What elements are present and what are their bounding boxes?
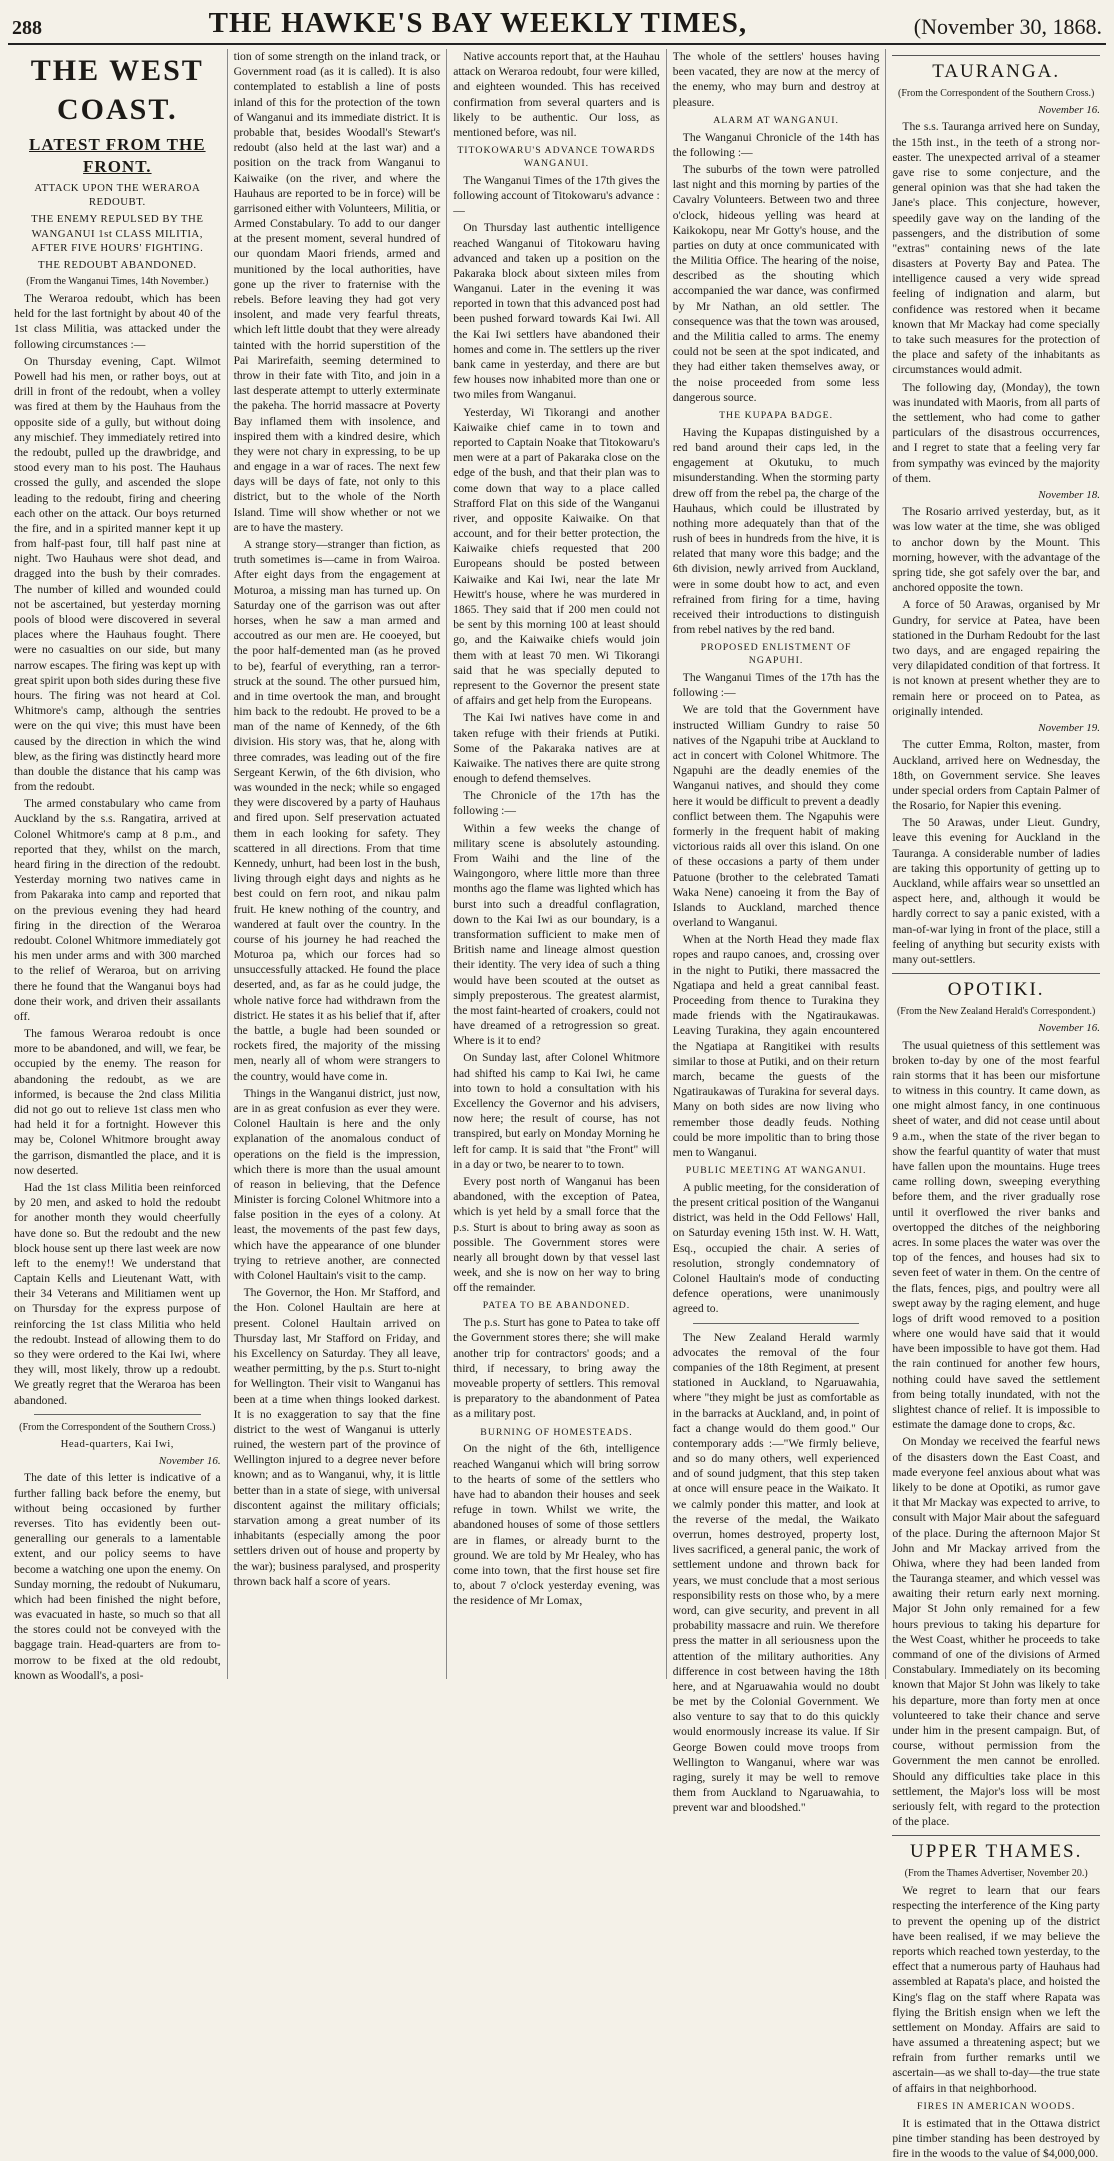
article-paragraph: The famous Weraroa redoubt is once more to be abandoned, and will, we fear, be occupied by the enemy. The reason for abandoning the redoubt, as we are informed, is because the 2nd class Militia did not go out to relieve 1st class men who had held it for a fortnight. However this may be, Colonel Whitmore brought away the garrison, dismantled the place, and it is now deserted. — [14, 1027, 221, 1177]
latest-front-subheading: LATEST FROM THE FRONT. — [29, 134, 206, 176]
source-credit: (From the Correspondent of the Southern Cross.) — [19, 1421, 216, 1433]
divider — [34, 1414, 201, 1415]
dateline-date: November 18. — [1038, 488, 1100, 501]
article-paragraph: The usual quietness of this settlement was broken to-day by one of the most fearful rain storms that it has been our misfortune to witness in this country. It came down, as one might almost fancy, in one continuous sheet of water, and did not cease until about 9 a.m., when the state of the river began to show the fearful quantity of water that must have fallen upon the mountains. Huge trees came rolling down, sweeping everything before them, and the river gradually rose until it overflowed the river banks and overtopped the ditches of the neighboring acres. In some places the water was over the top of the fences, and houses had six to seven feet of water in them. On the centre of the flats, fences, pigs, and poultry were all swept away by the raging element, and huge logs of drift wood removed to a position where one would have said that it would have been impossible to have got them. Had the rain continued for another few hours, nothing could have saved the settlement from being totally inundated, with not the slightest chance of relief. It is impossible to estimate the damage done to crops, &c. — [892, 1038, 1100, 1432]
dateline-place: Head-quarters, Kai Iwi, — [60, 1437, 175, 1450]
source-credit: (From the Correspondent of the Southern Cross.) — [897, 87, 1095, 99]
page-number: 288 — [12, 17, 42, 39]
article-paragraph: On the night of the 6th, intelligence reached Wanganui which will bring sorrow to the hearts of some of the settlers who have had to abandon their houses and seek refuge in town. Whilst we write, the abandoned houses of some of those settlers are in flames, or already burnt to the ground. We are told by Mr Healey, who has come into town, that the first house set fire to, about 7 o'clock yesterday evening, was the residence of Mr Lomax, — [453, 1442, 660, 1608]
article-paragraph: On Thursday last authentic intelligence reached Wanganui of Titokowaru having advanced and taken up a position on the Pakaraka block about sixteen miles from Wanganui. Later in the evening it was reported in town that this advanced post had been pushed forward towards Kai Iwi. All the Kai Iwi settlers have abandoned their homes and come in. The settlers up the river bank came in yesterday, and there are but few houses now inhabited more than one or two miles from Wanganui. — [453, 221, 660, 402]
source-credit: (From the Thames Advertiser, November 20.) — [904, 1868, 1088, 1880]
article-paragraph: On Monday we received the fearful news of the disasters down the East Coast, and made everyone feel anxious about what was likely to be done at Opotiki, as rumor gave it that Mr Mackay was expected to arrive, to consult with Major Mair about the safeguard of the place. During the afternoon Major St John and Mr Mackay arrived from the Ohiwa, where they had been landed from the Tauranga steamer, and which vessel was awaiting their return early next morning. Major St John only remained for a few hours previous to taking his departure for the West Coast, whither he proceeds to take command of one of the divisions of Armed Constabulary. Immediately on its becoming known that Major St John was likely to take his departure, more than forty men at once volunteered to take their chance and serve under him in the present campaign. But, of course, without permission from the Government the men cannot be enrolled. Should any difficulties take place in this settlement, the Major's loss will be most seriously felt, with regard to the protection of the place. — [892, 1435, 1100, 1829]
west-coast-heading: THE WEST COAST. — [30, 54, 204, 127]
article-paragraph: A public meeting, for the consideration of the present critical position of the Wanganui district, was held in the Odd Fellows' Hall, on Saturday evening 15th inst. W. H. Watt, Esq., occupied the chair. A series of resolution, strongly condemnatory of Colonel Haultain's mode of conducting defence operations, were unanimously agreed to. — [672, 1180, 880, 1316]
article-paragraph: On Thursday evening, Capt. Wilmot Powell had his men, or rather boys, out at drill in front of the redoubt, when a volley was fired at them by the Hauhaus from the opposite side of a gully, but without doing any mischief. They immediately retired into the redoubt, pulled up the drawbridge, and stood every man to his post. The Hauhaus crossed the gully, and ascended the slope leading to the redoubt, firing and cheering each other on the attack. Our boys returned the fire, and in a spirited manner kept it up from half-past four, till half past nine at night. Two Hauhaus were shot dead, and dragged into the bush by their comrades. The number of killed and wounded could not be ascertained, but yesterday morning pools of blood were discovered in several places where the Hauhaus fought. There were no casualties on our side, but many narrow escapes. The firing was kept up with great spirit upon both sides during these five hours. The firing was not heard at Col. Whitmore's camp, although the sentries were on the qui vive; this must have been caused by the direction in which the wind blew, as the firing was distinctly heard more than double the distance that his camp was from the redoubt. — [14, 354, 221, 794]
article-paragraph: Things in the Wanganui district, just now, are in as great confusion as ever they were. Colonel Haultain is here and the only explanation of the anomalous conduct of operations on the field is the impression, which there is more than the usual amount of reason in believing, that the Defence Minister is forcing Colonel Whitmore into a false position in the eyes of a colony. At least, the movements of the past few days, which have the appearance of one blunder trying to retrieve another, are connected with Colonel Haultain's visit to the camp. — [233, 1086, 441, 1282]
upper-thames-heading: UPPER THAMES. — [892, 1835, 1100, 1865]
article-paragraph: Every post north of Wanganui has been abandoned, with the exception of Patea, which is yet held by a small force that the p.s. Sturt is about to bring away as soon as possible. The Government stores were nearly all brought down by that vessel last week, and she is now on her way to bring off the remainder. — [453, 1174, 660, 1295]
article-paragraph: We are told that the Government have instructed William Gundry to raise 50 natives of the Ngapuhi tribe at Auckland to act in concert with Colonel Whitmore. The Ngapuhi are the deadly enemies of the Wanganui natives, and should they come here it would be difficult to prevent a deadly conflict between them. The Ngapuhis were formerly in the frequent habit of making victorious raids all over this island. On one of these occasions a party of them under Patuone (brother to the celebrated Tamati Waka Nene) canoeing it from the Bay of Islands to Auckland, marched thence overland to Wanganui. — [672, 703, 880, 930]
attack-subheading: ATTACK UPON THE WERAROA REDOUBT. — [34, 182, 201, 209]
newspaper-title: THE HAWKE'S BAY WEEKLY TIMES, — [208, 7, 748, 39]
source-credit: (From the Wanganui Times, 14th November.) — [26, 275, 209, 287]
article-paragraph: The p.s. Sturt has gone to Patea to take off the Government stores there; she will make another trip for contractors' goods; and a third, if necessary, to bring away the moveable property of settlers. This removal is preparatory to the abandonment of Patea as a military post. — [453, 1316, 660, 1421]
article-paragraph: The following day, (Monday), the town was inundated with Maoris, from all parts of the settlement, who had come to gather particulars of the disastrous occurrences, and I regret to state that a feeling very far from sympathy was evinced by the majority of them. — [892, 380, 1100, 485]
article-paragraph: Having the Kupapas distinguished by a red band around their caps led, in the engagement at Okutuku, to much misunderstanding. When the storming party drew off from the rebel pa, the charge of the Hauhaus, which could be illustrated by nothing more adequately than that of the rush of bees in hundreds from the hive, it is related that many wore this badge; and the 6th division, newly arrived from Auckland, were in some doubt how to act, and even refrained from firing for a time, having received their introductions to distinguish from rebel natives by the red band. — [672, 425, 880, 637]
article-paragraph: The Weraroa redoubt, which has been held for the last fortnight by about 40 of the 1st class Militia, was attacked under the following circumstances :— — [14, 292, 221, 351]
source-credit: (From the New Zealand Herald's Correspondent.) — [896, 1006, 1096, 1017]
article-paragraph: Had the 1st class Militia been reinforced by 20 men, and asked to hold the redoubt for another month they would cheerfully have done so. But the redoubt and the new block house sent up there last week are now left to the enemy!! We understand that Captain Kells and Lieutenant Watt, with their 34 Veterans and Militiamen went up on Thursday for the express purpose of reinforcing the 1st class Militia who held the redoubt. Instead of allowing them to do so they were ordered to the Kai Iwi, where they will, most likely, throw up a redoubt. We greatly regret that the Weraroa has been abandoned. — [14, 1180, 221, 1407]
columns — [8, 49, 1106, 2161]
dateline-date: November 19. — [1038, 721, 1100, 734]
article-paragraph: The date of this letter is indicative of a further falling back before the enemy, but without being occasioned by further reverses. Tito has evidently been out-generalling our generals to a lamentable extent, and our policy seems to have become a watching one upon the enemy. On Sunday morning, the redoubt of Nukumaru, which had been finished the night before, was evacuated in haste, so much so that all the stores could not be conveyed with the baggage train. Head-quarters are from to-morrow to be fixed at the old redoubt, known as Woodall's, a posi- — [14, 1471, 221, 1682]
article-paragraph: The Chronicle of the 17th has the following :— — [453, 789, 660, 818]
section-heading: ALARM AT WANGANUI. — [713, 114, 839, 126]
article-paragraph: It is estimated that in the Ottawa district pine timber standing has been destroyed by fire in the woods to the value of $4,000,000. — [892, 2116, 1100, 2161]
section-heading: TITOKOWARU'S ADVANCE TOWARDS WANGANUI. — [457, 145, 656, 169]
article-paragraph: The Rosario arrived yesterday, but, as it was low water at the time, she was obliged to anchor down by the Mount. This morning, however, with the advantage of the spring tide, she got safely over the bar, and anchored opposite the town. — [892, 505, 1100, 595]
section-heading: FIRES IN AMERICAN WOODS. — [917, 2100, 1076, 2112]
article-paragraph: The Wanganui Times of the 17th has the following :— — [672, 671, 880, 700]
article-paragraph: The Wanganui Times of the 17th gives the following account of Titokowaru's advance :— — [453, 173, 660, 218]
article-paragraph: The Kai Iwi natives have come in and taken refuge with their friends at Putiki. Some of the Pakaraka natives are at Kaiwaike. The natives there are quite strong enough to defend themselves. — [453, 711, 660, 786]
divider — [693, 1323, 860, 1324]
article-paragraph: The whole of the settlers' houses having been vacated, they are now at the mercy of the enemy, who may burn and destroy at pleasure. — [672, 50, 880, 109]
article-paragraph: A force of 50 Arawas, organised by Mr Gundry, for service at Patea, have been stationed in the Durham Redoubt for the last two days, and are engaged repairing the very dilapidated condition of that fortress. It is not known at present whether they are to remain here or proceed on to Patea, as originally intended. — [892, 598, 1100, 718]
masthead — [8, 6, 1106, 45]
article-paragraph: The s.s. Tauranga arrived here on Sunday, the 15th inst., in the teeth of a strong nor-easter. The unexpected arrival of a steamer gave rise to some conjecture, and the general opinion was that she had taken the Jane's place. This conjecture, however, speedily gave way on the landing of the passengers, and the distribution of some "extras" containing news of the late disasters at Poverty Bay and Patea. The intelligence caused a very wide spread feeling of indignation and alarm, but confidence was restored when it became known that Mr Mackay had come specially to take such measures for the protection of the place and safety of the inhabitants as circumstances would admit. — [892, 120, 1100, 377]
article-paragraph: The Wanganui Chronicle of the 14th has the following :— — [672, 130, 880, 159]
article-paragraph: The Governor, the Hon. Mr Stafford, and the Hon. Colonel Haultain are here at present. Colonel Haultain arrived on Thursday last, Mr Stafford on Friday, and his Excellency on Saturday. They all leave, weather permitting, by the p.s. Sturt to-night for Wellington. Their visit to Wanganui has been at a time when things looked darkest. It is no exaggeration to say that the fine district to the west of Wanganui is utterly ruined, the western part of the province of Wellington injured to a degree never before known; and as to Wanganui, why, it is little better than in a state of siege, with universal discontent against the military officials; starvation among a great number of its inhabitants (especially among the poor settlers driven out of house and property by the war); business paralysed, and prosperity thrown back half a score of years. — [233, 1286, 441, 1588]
dateline-date: November 16. — [1038, 1022, 1100, 1035]
article-paragraph: The armed constabulary who came from Auckland by the s.s. Rangatira, arrived at Colonel Whitmore's camp at 8 p.m., and reported that they, whilst on the march, heard firing in the direction of the redoubt. Yesterday morning two natives came in from Pakaraka into camp and reported that on the previous evening they had heard firing in the direction of the Weraroa redoubt. Colonel Whitmore immediately got his men under arms and with 300 marched to the relief of Weraroa, but on arriving there he found that the Wanganui boys had done their work, and driven their assailants off. — [14, 797, 221, 1023]
section-heading: PROPOSED ENLISTMENT OF NGAPUHI. — [700, 642, 852, 667]
section-heading: PATEA TO BE ABANDONED. — [482, 1300, 631, 1312]
article-paragraph: tion of some strength on the inland track, or Government road (as it is called). It is also contemplated to establish a line of posts inland of this for the protection of the town of Wanganui and its immediate district. It is probable that, besides Woodall's Stewart's redoubt (also held at the last war) and a position on the track from Wanganui to Kaiwaike (on the river, and where the Hauhaus are reported to be in force) will be garrisoned either with Volunteers, Militia, or Armed Constabulary. To add to our danger at the present moment, several hundred of our quondam Maori friends, armed and munitioned by the local authorities, have gone up the river to fraternise with the rebels. Before leaving they had got very insolent, and made very fearful threats, which left little doubt that they were already tainted with the horrid superstition of the Pai Marirefaith, seeming determined to throw in their fate with Tito, and join in a last desperate attempt to utterly exterminate the pakeha. The horrid massacre at Poverty Bay inflamed them with insolence, and inspired them with a kindred desire, which they were not chary in expressing, to be up and engage in a war of races. The next few days will be days of fate, not only to this district, but to the whole of the North Island. Time will show whether or not we are to have the mastery. — [233, 50, 441, 534]
article-paragraph: The New Zealand Herald warmly advocates the removal of the four companies of the 18th Regiment, at present stationed in Auckland, to Ngaruawahia, where "they might be just as comfortable as in the barracks at Auckland, and, in point of fact a change would do them good." Our contemporary adds :—"We firmly believe, and so do many others, well experienced and of sound judgment, that this step taken at once will ensure peace in the Waikato. It we calmly ponder this matter, and look at the reverse of the medal, the Waikato overrun, homes destroyed, property lost, lives sacrificed, a general panic, the work of settlement undone and thrown back for years, we must conclude that a most serious responsibility rests on those who, by a mere word, can give security, and prevent in all probability massacre and ruin. We therefore press the matter in all seriousness upon the attention of the military authorities. Any difference in cost between having the 18th here, and at Ngaruawahia would no doubt be met by the Colonial Government. We also venture to say that to do this quickly would enormously increase its value. If Sir George Bowen could move troops from Wellington to Wanganui, where war was raging, surely it may be well to remove them from Auckland to Ngaruawahia, to prevent war and bloodshed." — [672, 1330, 880, 1815]
article-paragraph: Yesterday, Wi Tikorangi and another Kaiwaike chief came in to town and reported to Captain Noake that Titokowaru's men were at a part of Pakaraka close on the edge of the bush, and that their plan was to come down that way to a place called Strafford Flat on this side of the Wanganui river, and opposite Kaiwaike. On that account, and for their better protection, the Kaiwaike chiefs requested that 200 Europeans should be posted between Kaiwaike and Kai Iwi, near the late Mr Hewitt's house, where he was murdered in 1865. They said that if 200 men could not be sent by this morning 100 at least should go, and the Kaiwaike chiefs would join them with at least 70 men. Wi Tikorangi said that he was specially deputed to represent to the Governor the present state of affairs and get help from the Europeans. — [453, 405, 660, 708]
dateline-date: November 16. — [158, 1454, 221, 1467]
section-heading: PUBLIC MEETING AT WANGANUI. — [685, 1165, 867, 1177]
column-5 — [886, 49, 1106, 2161]
article-paragraph: The cutter Emma, Rolton, master, from Auckland, arrived here on Wednesday, the 18th, on Government service. She leaves under special orders from Captain Palmer of the Rosario, for Napier this evening. — [892, 738, 1100, 813]
article-paragraph: We regret to learn that our fears respecting the interference of the King party to prevent the opening up of the district have been realised, if we may believe the reports which reached town yesterday, to the effect that a numerous party of Hauhaus had assembled at Rapata's place, and hoisted the King's flag on the staff where Rapata was flying the British ensign when we left the settlement on Monday. Affairs are said to have assumed a threatening aspect; but we refrain from further remarks until we ascertain—as we shall to-day—the true state of affairs in that neighborhood. — [892, 1884, 1100, 2095]
article-paragraph: A strange story—stranger than fiction, as truth sometimes is—came in from Wairoa. After eight days from the engagement at Moturoa, a missing man has turned up. On Saturday one of the garrison was out after horses, when he saw a man armed and accoutred as our men are. He cooeyed, but the poor half-demented man (as he proved to be), fearful of everything, ran a terror-struck at the sound. The other pursued him, and in time overtook the man, and brought him back to the redoubt. He proved to be a man of the name of Kennedy, of the 6th division. His story was, that he, along with three comrades, was leading out of the fire Sergeant Kerwin, of the 6th division, who was wounded in the neck; while so engaged they were discovered by a party of Hauhaus and fired upon. Self preservation actuated them in each looking for safety. They scattered in all directions. From that time Kennedy, unhurt, had been lost in the bush, living through eight days and nights as he best could on fern root, and nikau palm fruit. He knew nothing of the country, and wandered at fault over the country. In the course of his journey he had reached the Moturoa pa, which our forces had so unsuccessfully attacked. He found the place deserted, and, as far as he could judge, the whole native force had withdrawn from the district. He states it as his belief that if, after the battle, a bugle had been sounded or rockets fired, the majority of the missing men, nearly all of whom were strangers to the country, would have come in. — [233, 538, 441, 1083]
column-1 — [8, 49, 228, 1682]
article-paragraph: The 50 Arawas, under Lieut. Gundry, leave this evening for Auckland in the Tauranga. A considerable number of ladies are taking this opportunity of getting up to Auckland, while affairs wear so unsettled an aspect here, and, although it would be hardly correct to say a panic existed, with a man-of-war lying in front of the place, still a feeling of anything but security exists with many out-settlers. — [892, 816, 1100, 966]
article-paragraph: On Sunday last, after Colonel Whitmore had shifted his camp to Kai Iwi, he came into town to hold a consultation with his Excellency the Governor and his advisers, now here; the result of course, has not transpired, but early on Monday Morning he left for camp. It is said that "the Front" will in a day or two, be nearer to to town. — [453, 1051, 660, 1171]
enemy-repulsed-subheading: THE ENEMY REPULSED BY THE WANGANUI 1st CLASS MILITIA, AFTER FIVE HOURS' FIGHTING. — [31, 213, 204, 254]
tauranga-heading: TAURANGA. — [892, 55, 1100, 85]
article-paragraph: Within a few weeks the change of military scene is absolutely astounding. From Waihi and the line of the Waingongoro, where little more than three months ago the flame was lighted which has burst into such a dreadful conflagration, down to the Kai Iwi as our boundary, is a transformation sufficient to make men of British name and lineage almost question their identity. The very idea of such a thing would have been scouted at the outset as simply preposterous. The greatest alarmist, the most faint-hearted of croakers, could not have dreamed of a retrogression so great. Where is it to end? — [453, 821, 660, 1048]
column-2 — [228, 49, 448, 1679]
opotiki-heading: OPOTIKI. — [892, 973, 1100, 1003]
article-paragraph: When at the North Head they made flax ropes and raupo canoes, and, crossing over in the night to Putiki, there massacred the Ngatiapa and held a great cannibal feast. Proceeding from thence to Turakina they made friends with the Ngatiraukawas. Leaving Turakina, they again encountered the Ngatiapa at Rangitikei with results similar to those at Putiki, and on their return march, became the guests of the Ngatiraukawas of Turakina for several days. Many on both sides are now living who remember those deadly feuds. Nothing could be more impolitic than to bring those men to Wanganui. — [672, 933, 880, 1159]
section-heading: BURNING OF HOMESTEADS. — [480, 1426, 633, 1438]
issue-date: (November 30, 1868. — [913, 14, 1102, 39]
article-paragraph: Native accounts report that, at the Hauhau attack on Weraroa redoubt, four were killed, and eighteen wounded. This has received confirmation from several quarters and is likely to be authentic. Our loss, as mentioned before, was nil. — [453, 50, 660, 139]
article-paragraph: The suburbs of the town were patrolled last night and this morning by parties of the Cavalry Volunteers. Between two and three o'clock, hideous yelling was heard at Kaikokopu, near Mr Gotty's house, and the parties on duty at once communicated with the Militia Office. The hearing of the noise, described as the shouting which accompanied the war dance, was confirmed by Mr Nathan, an old settler. The consequence was that the town was aroused, and the Militia called to arms. The enemy could not be seen at the spot indicated, and they had either taken themselves away, or the noise proceeded from some less dangerous source. — [672, 162, 880, 404]
redoubt-abandoned-subheading: THE REDOUBT ABANDONED. — [37, 258, 197, 271]
dateline-date: November 16. — [1038, 103, 1100, 116]
section-heading: THE KUPAPA BADGE. — [719, 409, 834, 421]
column-3 — [447, 49, 667, 1679]
column-4 — [667, 49, 887, 1815]
